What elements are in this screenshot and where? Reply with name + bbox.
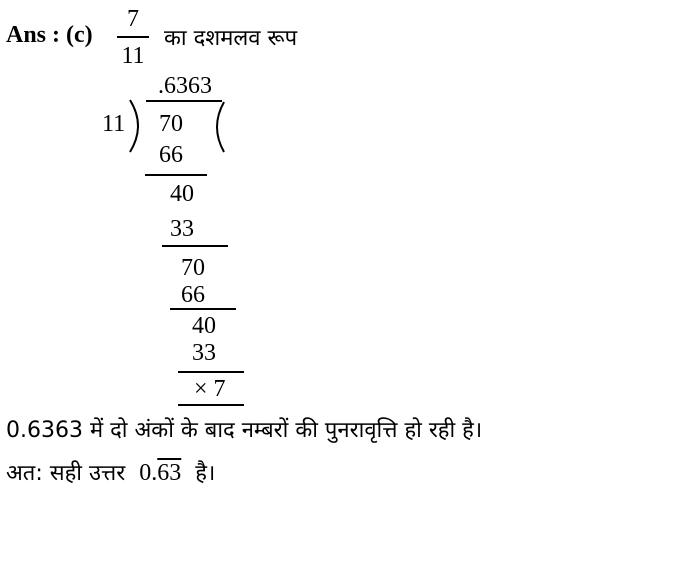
step-rule [170,308,236,310]
fraction-bar [117,36,149,38]
answer-repeating-digits: 63 [157,460,182,486]
heading-text: का दशमलव रूप [164,26,298,51]
step-subtract: 66 [181,282,205,308]
step-subtract: 33 [192,340,216,366]
step-remainder: 40 [192,313,216,339]
step-subtract: 66 [159,142,183,168]
fraction-denominator: 11 [121,43,145,69]
step-subtract: 33 [170,216,194,242]
division-left-bracket [126,100,146,152]
divisor: 11 [102,111,126,137]
quotient: .6363 [158,73,212,99]
step-rule [178,371,244,373]
conclusion-suffix: है। [195,461,216,486]
answer-whole: 0. [139,460,158,486]
conclusion-prefix: अत: सही उत्तर [6,461,126,486]
step-remainder: 70 [181,255,205,281]
division-right-bracket [212,102,228,152]
step-rule [162,245,228,247]
explanation-line: 0.6363 में दो अंकों के बाद नम्बरों की पुनरावृत्ति हो रही है। [6,418,483,443]
conclusion-line [6,457,215,487]
step-remainder: 40 [170,181,194,207]
answer-value [139,460,181,486]
step-rule [145,174,207,176]
step-rule [178,404,244,406]
division-top-bar [146,100,222,102]
fraction [117,4,149,71]
answer-label: Ans : (c) [6,22,93,48]
step-dividend: 70 [159,111,183,137]
final-mark: × 7 [194,376,226,402]
fraction-numerator: 7 [127,6,139,32]
